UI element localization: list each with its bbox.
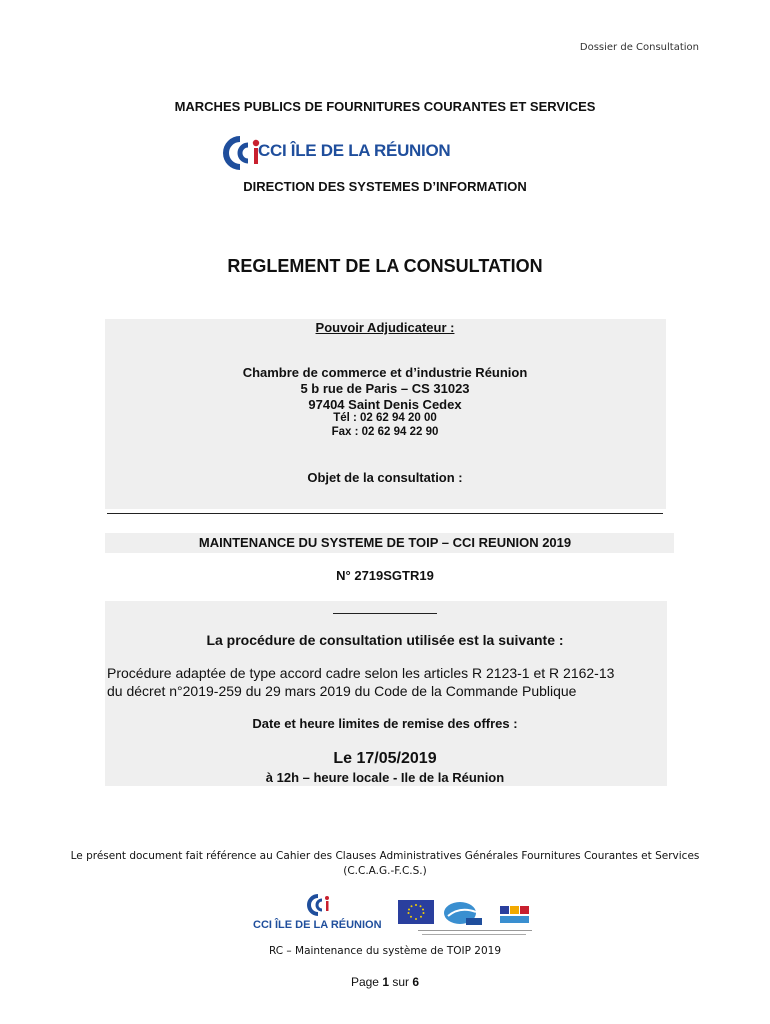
market-type-heading: MARCHES PUBLICS DE FOURNITURES COURANTES ET SERVICES [174, 99, 596, 114]
page-current: 1 [382, 975, 389, 989]
deadline-time: à 12h – heure locale - Ile de la Réunion [265, 770, 505, 785]
partner-logos [398, 898, 534, 940]
procedure-line2: du décret n°2019-259 du 29 mars 2019 du Code de la Commande Publique [107, 683, 577, 699]
footer-reference-line2: (C.C.A.G.-F.C.S.) [343, 865, 427, 877]
authority-address2: 97404 Saint Denis Cedex [308, 397, 462, 412]
separator-line [107, 513, 663, 514]
footer-cci-mark-icon [307, 894, 331, 916]
footer-document-name: RC – Maintenance du système de TOIP 2019 [268, 945, 502, 957]
document-title: REGLEMENT DE LA CONSULTATION [227, 256, 543, 276]
footer-cci-logo-text: CCI ÎLE DE LA RÉUNION [253, 919, 382, 931]
footer-reference-line1: Le présent document fait référence au Cahier des Clauses Administratives Générales Fournitures Courantes et Services [70, 850, 700, 862]
authority-address1: 5 b rue de Paris – CS 31023 [300, 381, 470, 396]
authority-name: Chambre de commerce et d’industrie Réunion [242, 365, 528, 380]
page-prefix: Page [350, 975, 383, 989]
partner-fine-print [418, 930, 532, 931]
page-number [0, 975, 770, 989]
object-title: MAINTENANCE DU SYSTEME DE TOIP – CCI REUNION 2019 [198, 535, 572, 550]
direction-heading: DIRECTION DES SYSTEMES D’INFORMATION [243, 179, 527, 194]
procedure-heading: La procédure de consultation utilisée est la suivante : [206, 632, 564, 648]
europe-logo-icon [496, 898, 532, 926]
region-logo-icon [442, 898, 484, 926]
deadline-heading: Date et heure limites de remise des offres : [252, 716, 518, 731]
deadline-date: Le 17/05/2019 [333, 750, 437, 767]
short-separator-line [333, 613, 437, 614]
partner-fine-print-2 [422, 934, 526, 935]
authority-fax: Fax : 02 62 94 22 90 [331, 426, 439, 438]
procedure-line1: Procédure adaptée de type accord cadre selon les articles R 2123-1 et R 2162-13 [107, 665, 615, 681]
consultation-number: N° 2719SGTR19 [336, 568, 434, 583]
page-total: 6 [412, 975, 420, 989]
footer-cci-logo [253, 894, 393, 934]
header-top-right: Dossier de Consultation [579, 42, 699, 53]
page-mid: sur [389, 975, 413, 989]
eu-flag-icon [398, 900, 434, 924]
authority-tel: Tél : 02 62 94 20 00 [333, 412, 437, 424]
cci-logo [222, 136, 502, 170]
cci-logo-text: CCI ÎLE DE LA RÉUNION [258, 141, 451, 160]
authority-heading: Pouvoir Adjudicateur : [315, 320, 455, 335]
object-heading: Objet de la consultation : [307, 470, 463, 485]
